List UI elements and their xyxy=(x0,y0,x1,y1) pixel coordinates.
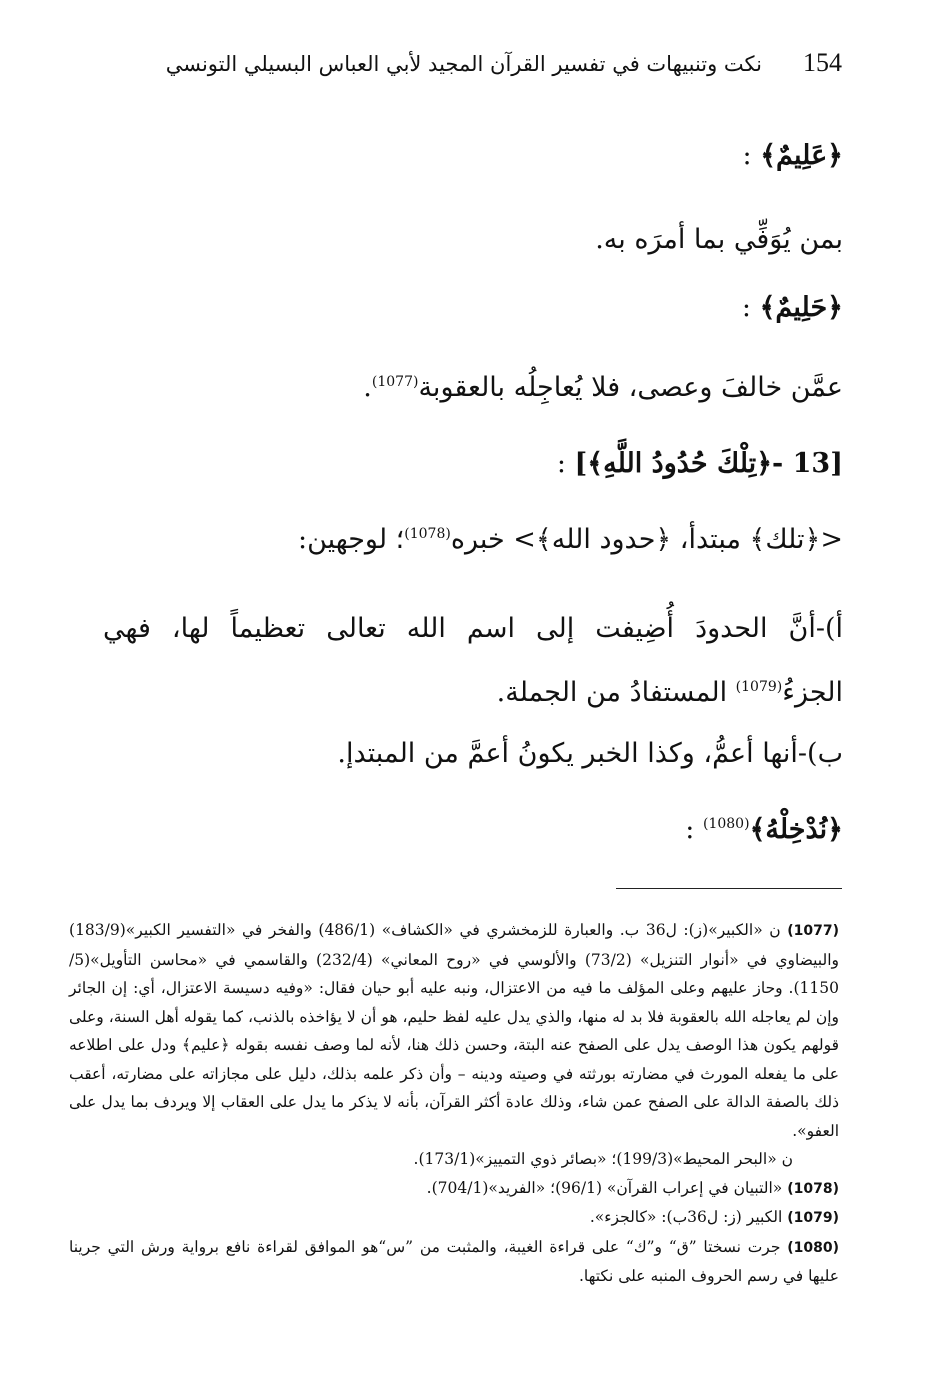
body-paragraph-a xyxy=(103,600,843,722)
body-line-3 xyxy=(742,292,843,323)
footnote-1080 xyxy=(69,1233,839,1291)
footnote-text: جرت نسختا ”ق“ و”ك“ على قراءة الغيبة، والمثبت من ”س“هو الموافق لقراءة نافع برواية ورش التي جرينا عليها في رسم الحروف المنبه على نكتها. xyxy=(69,1237,839,1285)
colon: : xyxy=(742,140,761,171)
body-text: ؛ لوجهين: xyxy=(297,524,405,555)
body-text: أ)-أنَّ الحدودَ أُضِيفت إلى اسم الله تعالى تعظيماً لها، فهي الجزءُ xyxy=(103,613,843,708)
body-paragraph-b: ب)-أنها أعمُّ، وكذا الخبر يكونُ أعمَّ من المبتدإ. xyxy=(337,738,843,769)
colon: : xyxy=(685,814,703,845)
footnote-text: ن «الكبير»(ز): ل36 ب. والعبارة للزمخشري في «الكشاف» (486/1) والفخر في «التفسير الكبير»(183/9) والبيضاوي في «أنوار التنزيل» (73/2) والألوسي في «روح المعاني» (232/4) والقاسمي في «محاسن التأويل»(5/ 1150). وحاز عليهم وعلى المؤلف ما فيه من الاعتزال، ونبه عليه أبو حيان فقال: «وفيه دسيسة الاعتزال، أي: إن الجائر وإن لم يعاجله الله بالعقوبة فلا بد له منها، والذي يدل عليه لفظ حليم، هو أن لا يؤاخذه بالذنب، كما يقوله أهل السنة، وعلى قولهم يكون هذا الوصف يدل على الصفح عنه البتة، وحسن ذلك هنا، لأنه لما وصف نفسه بقوله ﴿عليم﴾ ودل على اطلاعه على ما يفعله المورث في مضارته بورثته في وصيته ودينه – وأن ذكر علمه بذلك، دليل على مجازاته على مضارته، أعقب ذلك بالصفة الدالة على الصفح عمن شاء، وذلك عادة أكثر القرآن، بأنه لا يذكر ما يدل على العقاب إلا ويردف بما يدل على العفو». xyxy=(69,921,840,1140)
page-number: 154 xyxy=(803,48,842,77)
footnote-ref: (1077) xyxy=(371,374,419,390)
footnote-number: (1077) xyxy=(787,923,839,939)
footnote-text: الكبير (ز: ل36ب): «كالجزء». xyxy=(589,1208,783,1226)
footnote-ref: (1078) xyxy=(404,526,451,542)
body-text: المستفادُ من الجملة. xyxy=(496,677,736,708)
period: . xyxy=(363,372,372,403)
footnote-1078 xyxy=(69,1174,839,1204)
colon: : xyxy=(741,292,760,323)
verse-heading xyxy=(557,448,843,479)
footnote-number: (1079) xyxy=(787,1210,839,1226)
body-line-6 xyxy=(298,524,843,555)
footnote-1079 xyxy=(69,1203,839,1233)
quran-word-halim: ﴿حَلِيمٌ﴾ xyxy=(759,292,843,323)
body-line-2: بمن يُوَفِّي بما أمرَه به. xyxy=(595,224,843,255)
footnote-ref: (1079) xyxy=(735,679,783,695)
page-header xyxy=(165,48,850,88)
footnotes xyxy=(69,916,839,1291)
body-line-10 xyxy=(685,814,843,845)
running-title: نكت وتنبيهات في تفسير القرآن المجيد لأبي العباس البسيلي التونسي xyxy=(165,52,762,76)
body-line-1 xyxy=(743,140,844,171)
quran-word-alim: ﴿عَلِيمٌ﴾ xyxy=(760,140,843,171)
footnote-separator xyxy=(616,888,842,889)
verse-number-and-text: [13 -﴿تِلْكَ حُدُودُ اللَّهِ﴾] xyxy=(574,448,843,479)
footnote-1077-reference: ن «البحر المحيط»(199/3)؛ «بصائر ذوي التمييز»(173/1). xyxy=(413,1150,793,1168)
footnote-1077 xyxy=(69,916,839,1145)
footnote-number: (1078) xyxy=(787,1180,839,1197)
footnote-number: (1080) xyxy=(787,1239,839,1256)
body-text: عمَّن خالفَ وعصى، فلا يُعاجِلُه بالعقوبة xyxy=(418,372,843,403)
footnote-text: «التبيان في إعراب القرآن» (96/1)؛ «الفريد»(704/1). xyxy=(426,1178,783,1197)
body-text: <﴿تلك﴾ مبتدأ، ﴿حدود الله﴾> خبره xyxy=(450,524,843,555)
quran-word-nudkhilhu: ﴿نُدْخِلْهُ﴾ xyxy=(749,814,843,845)
colon: : xyxy=(556,448,575,479)
body-line-4 xyxy=(363,372,843,403)
footnote-ref: (1080) xyxy=(702,816,750,832)
